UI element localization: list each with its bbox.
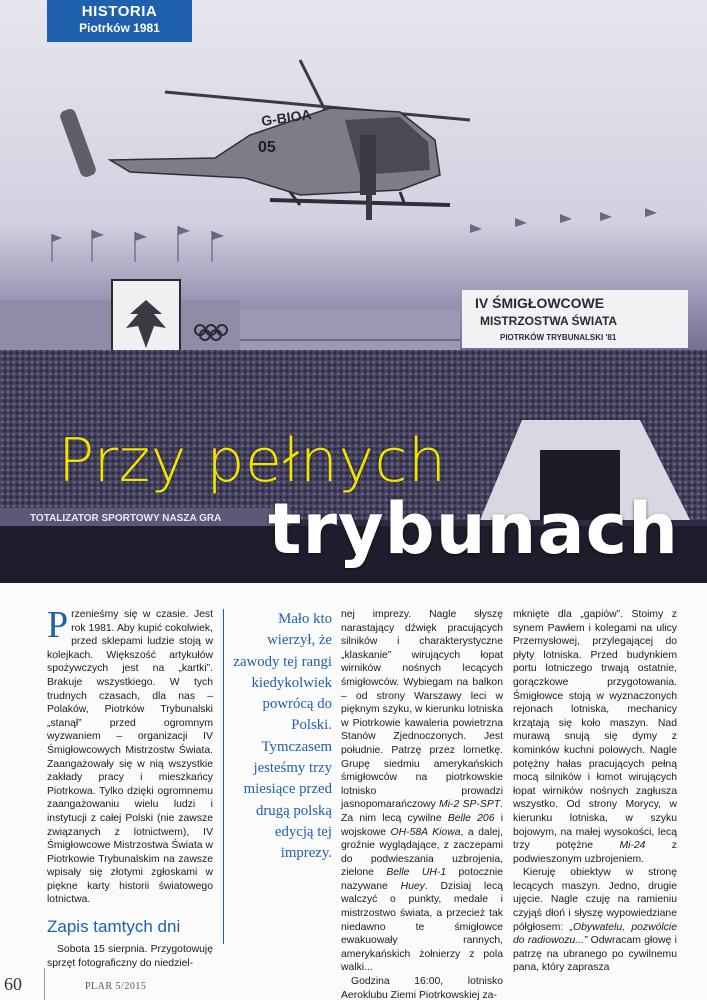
section-tag-subtitle: Piotrków 1981 <box>79 21 160 35</box>
championship-banner <box>462 290 688 348</box>
text-column-4 <box>513 608 677 975</box>
paragraph: Sobota 15 sierpnia. Przygotowuję sprzęt fotograficzny do niedziel- <box>47 944 213 969</box>
helicopter-registration: G-BIOA <box>260 106 313 129</box>
article-title-line1: Przy pełnych <box>58 426 447 496</box>
magazine-issue: PLAR 5/2015 <box>85 981 147 992</box>
drop-cap: P <box>47 604 69 646</box>
section-tag <box>47 0 192 42</box>
paragraph: Kieruję obiektyw w stronę lecących maszyn. Jedno, drugie ujęcie. Nagle czuję na ramieniu czyjąś dłoń i słyszę wypowiedziane półgłosem: „Obywatelu, pozwólcie do radiowozu...” Odwracam głowę i patrzę na ubranego po cywilnemu pana, który zaprasza <box>513 867 677 974</box>
flags-row <box>52 208 657 262</box>
pull-quote-text: Mało kto wierzył, że zawody tej rangi kiedykolwiek powrócą do Polski. Tymczasem jesteśmy trzy miesiące przed drugą polską edycją tej imprezy. <box>233 611 332 862</box>
ad-board-text: TOTALIZATOR SPORTOWY NASZA GRA <box>30 513 222 524</box>
folio-divider <box>44 968 45 1000</box>
paragraph: Godzina 16:00, lotnisko Aeroklubu Ziemi Piotrkowskiej za- <box>341 976 503 1000</box>
text-column-1 <box>47 604 213 970</box>
banner-line1: IV ŚMIGŁOWCOWE <box>475 295 605 311</box>
helicopter <box>59 60 470 220</box>
paragraph: nej imprezy. Nagle słyszę narastający dźwięk pracujących silników i charakterystyczne „klaskanie” wirujących łopat wirników nośnych lecących śmigłowców. Wybiegam na balkon – od strony Warszawy leci w pięknym szyku, w kierunku lotniska w Piotrkowie kawaleria powietrzna Stanów Zjednoczonych. Jest południe. Patrzę przez lornetkę. Grupę siedmiu amerykańskich śmigłowców na piotrkowskie lotnisko prowadzi jasnopomarańczowy Mi-2 SP-SPT. Za nim lecą cywilne Belle 206 i wojskowe OH-58A Kiowa, a dalej, groźnie wyglądające, z zaczepami do podwieszania uzbrojenia, zielone Belle UH-1 potocznie nazywane Huey. Dzisiaj lecą walczyć o punkty, medale i mistrzostwo świata, a przecież tak niedawno te śmigłowce ewakuowały rannych, amerykańskich żołnierzy z pola walki... <box>341 609 503 974</box>
article-title-line2: trybunach <box>268 488 679 570</box>
section-tag-title: HISTORIA <box>81 3 158 20</box>
paragraph: Przenieśmy się w czasie. Jest rok 1981. Aby kupić cokolwiek, przed sklepami ludzie stoją w kolejkach. Większość artykułów spożywczych jest na „kartki”. Brakuje wszystkiego. W tych trudnych czasach, dla nas – Polaków, Piotrków Trybunalski „stanął” przed ogromnym wyzwaniem – organizacji IV Śmigłowcowych Mistrzostw Świata. Zaangażowały się w nią wszystkie zakłady pracy i mieszkańcy Piotrkowa. Tylko dzięki ogromnemu zaangażowaniu wielu ludzi i instytucji z całej Polski (nie zawsze związanych z lotnictwem), IV Śmigłowcowe Mistrzostwa Świata w Piotrkowie Trybunalskim na zawsze wpisały się złotymi zgłoskami w piękne karty historii światowego lotnictwa. <box>47 604 213 906</box>
subheading: Zapis tamtych dni <box>47 917 181 937</box>
banner-line3: PIOTRKÓW TRYBUNALSKI '81 <box>500 333 617 342</box>
pull-quote <box>223 609 334 944</box>
page-number: 60 <box>4 974 22 994</box>
paragraph: mknięte dla „gapiów”. Stoimy z synem Pawłem i kolegami na ulicy Przemysłowej, przylegającej do płyty lotniska. Przed budynkiem portu lotniczego trwają ostatnie, gorączkowe przygotowania. Śmigłowce stoją w wyznaczonych rejonach lotniska, mechanicy krzątają się koło maszyn. Nad murawą snują się dymy z kominków kuchni polowych. Nagle potężny hałas pracujących pełną mocą silników i łomot wirujących łopat wirników nośnych zagłusza wszystko. Od strony Morycy, w kierunku lotniska, w szyku bojowym, na małej wysokości, lecą trzy potężne Mi-24 z podwieszonym uzbrojeniem. <box>513 609 677 865</box>
banner-line2: MISTRZOSTWA ŚWIATA <box>480 314 618 328</box>
text-column-3 <box>341 608 503 1000</box>
helicopter-number: 05 <box>258 139 276 156</box>
